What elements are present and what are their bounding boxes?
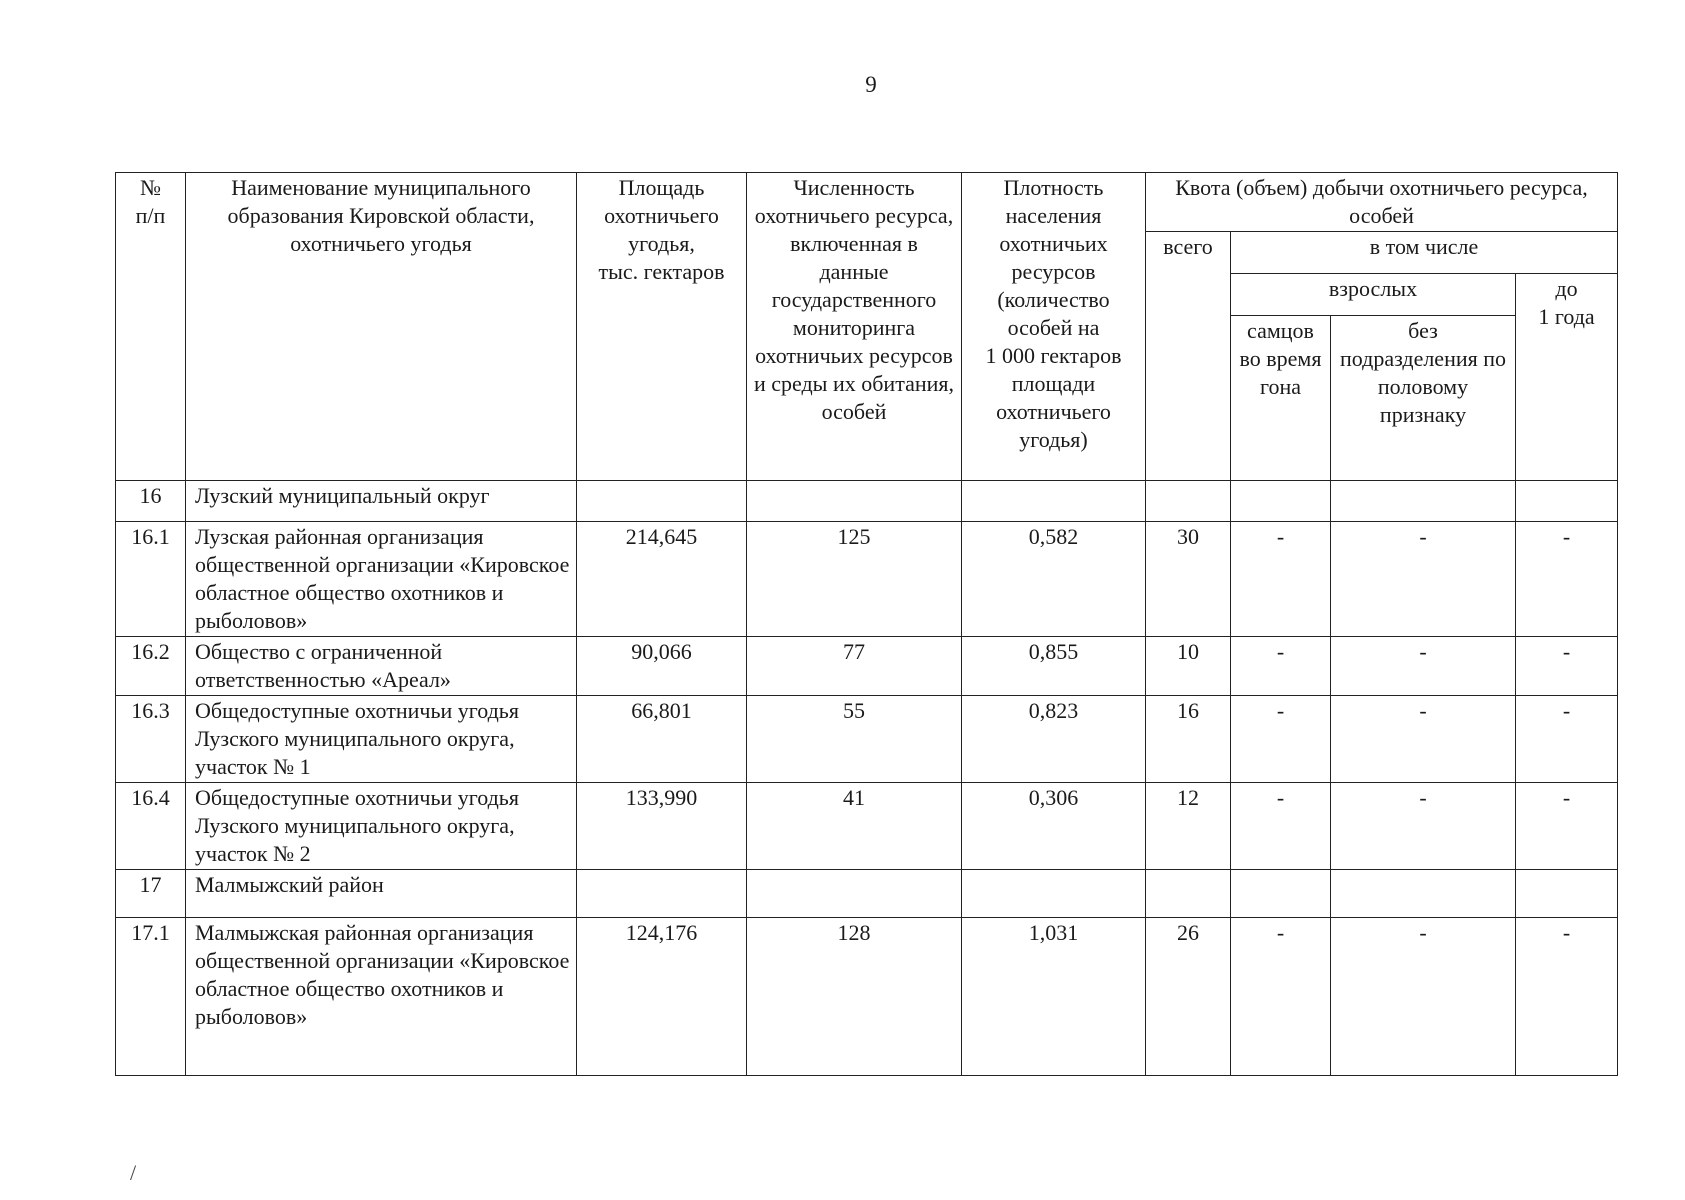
cell-area: 133,990 [577,783,747,870]
cell-name: Малмыжская районная организация общественной организации «Кировское областное общество охотников и рыболовов» [186,918,577,1076]
cell-total: 30 [1146,522,1231,637]
header-no-sex-division: без подразделения по половому признаку [1331,316,1516,481]
cell-row-number: 17.1 [116,918,186,1076]
cell-density: 1,031 [962,918,1146,1076]
cell-area: 214,645 [577,522,747,637]
cell-density [962,870,1146,918]
header-including: в том числе [1231,232,1618,274]
cell-total: 26 [1146,918,1231,1076]
cell-males-during-rut: - [1231,783,1331,870]
cell-total: 10 [1146,637,1231,696]
cell-density: 0,855 [962,637,1146,696]
cell-density: 0,306 [962,783,1146,870]
header-adults: взрослых [1231,274,1516,316]
header-males-during-rut: самцов во время гона [1231,316,1331,481]
cell-under-one-year: - [1516,522,1618,637]
table-row [116,637,1618,696]
cell-count: 125 [747,522,962,637]
cell-no-sex-division: - [1331,696,1516,783]
cell-area: 124,176 [577,918,747,1076]
cell-density [962,481,1146,522]
cell-name: Общество с ограниченной ответственностью «Ареал» [186,637,577,696]
cell-name: Общедоступные охотничьи угодья Лузского муниципального округа, участок № 1 [186,696,577,783]
cell-males-during-rut: - [1231,522,1331,637]
cell-count [747,481,962,522]
table-row [116,522,1618,637]
cell-row-number: 16 [116,481,186,522]
header-quota: Квота (объем) добычи охотничьего ресурса, особей [1146,173,1618,232]
cell-no-sex-division [1331,870,1516,918]
cell-area [577,481,747,522]
section-row [116,481,1618,522]
cell-count: 128 [747,918,962,1076]
cell-name: Лузская районная организация общественной организации «Кировское областное общество охотников и рыболовов» [186,522,577,637]
cell-males-during-rut [1231,870,1331,918]
cell-no-sex-division [1331,481,1516,522]
header-area: Площадь охотничьего угодья, тыс. гектаров [577,173,747,481]
cell-area: 90,066 [577,637,747,696]
header-row-number: № п/п [116,173,186,481]
cell-row-number: 17 [116,870,186,918]
cell-density: 0,823 [962,696,1146,783]
cell-count: 55 [747,696,962,783]
cell-no-sex-division: - [1331,637,1516,696]
cell-name: Малмыжский район [186,870,577,918]
cell-no-sex-division: - [1331,522,1516,637]
cell-area: 66,801 [577,696,747,783]
cell-total [1146,870,1231,918]
table-row [116,918,1618,1076]
cell-under-one-year: - [1516,696,1618,783]
cell-name: Общедоступные охотничьи угодья Лузского муниципального округа, участок № 2 [186,783,577,870]
cell-under-one-year [1516,870,1618,918]
cell-males-during-rut [1231,481,1331,522]
cell-density: 0,582 [962,522,1146,637]
cell-row-number: 16.4 [116,783,186,870]
cell-row-number: 16.1 [116,522,186,637]
header-under-one-year: до 1 года [1516,274,1618,481]
hunting-quota-table [115,172,1618,1076]
cell-name: Лузский муниципальный округ [186,481,577,522]
cell-row-number: 16.3 [116,696,186,783]
cell-under-one-year: - [1516,637,1618,696]
cell-count: 41 [747,783,962,870]
header-total: всего [1146,232,1231,481]
cell-males-during-rut: - [1231,918,1331,1076]
cell-area [577,870,747,918]
page-number: 9 [865,72,877,97]
stray-mark: / [130,1160,137,1185]
cell-total [1146,481,1231,522]
cell-count: 77 [747,637,962,696]
cell-total: 12 [1146,783,1231,870]
header-municipality-name: Наименование муниципального образования Кировской области, охотничьего угодья [186,173,577,481]
table-row [116,783,1618,870]
cell-row-number: 16.2 [116,637,186,696]
header-population-density: Плотность населения охотничьих ресурсов (количество особей на 1 000 гектаров площади охотничьего угодья) [962,173,1146,481]
cell-no-sex-division: - [1331,783,1516,870]
table-row [116,696,1618,783]
cell-under-one-year: - [1516,783,1618,870]
cell-males-during-rut: - [1231,696,1331,783]
cell-no-sex-division: - [1331,918,1516,1076]
cell-count [747,870,962,918]
section-row [116,870,1618,918]
cell-males-during-rut: - [1231,637,1331,696]
cell-under-one-year: - [1516,918,1618,1076]
cell-total: 16 [1146,696,1231,783]
cell-under-one-year [1516,481,1618,522]
header-population-count: Численность охотничьего ресурса, включенная в данные государственного мониторинга охотничьих ресурсов и среды их обитания, особей [747,173,962,481]
